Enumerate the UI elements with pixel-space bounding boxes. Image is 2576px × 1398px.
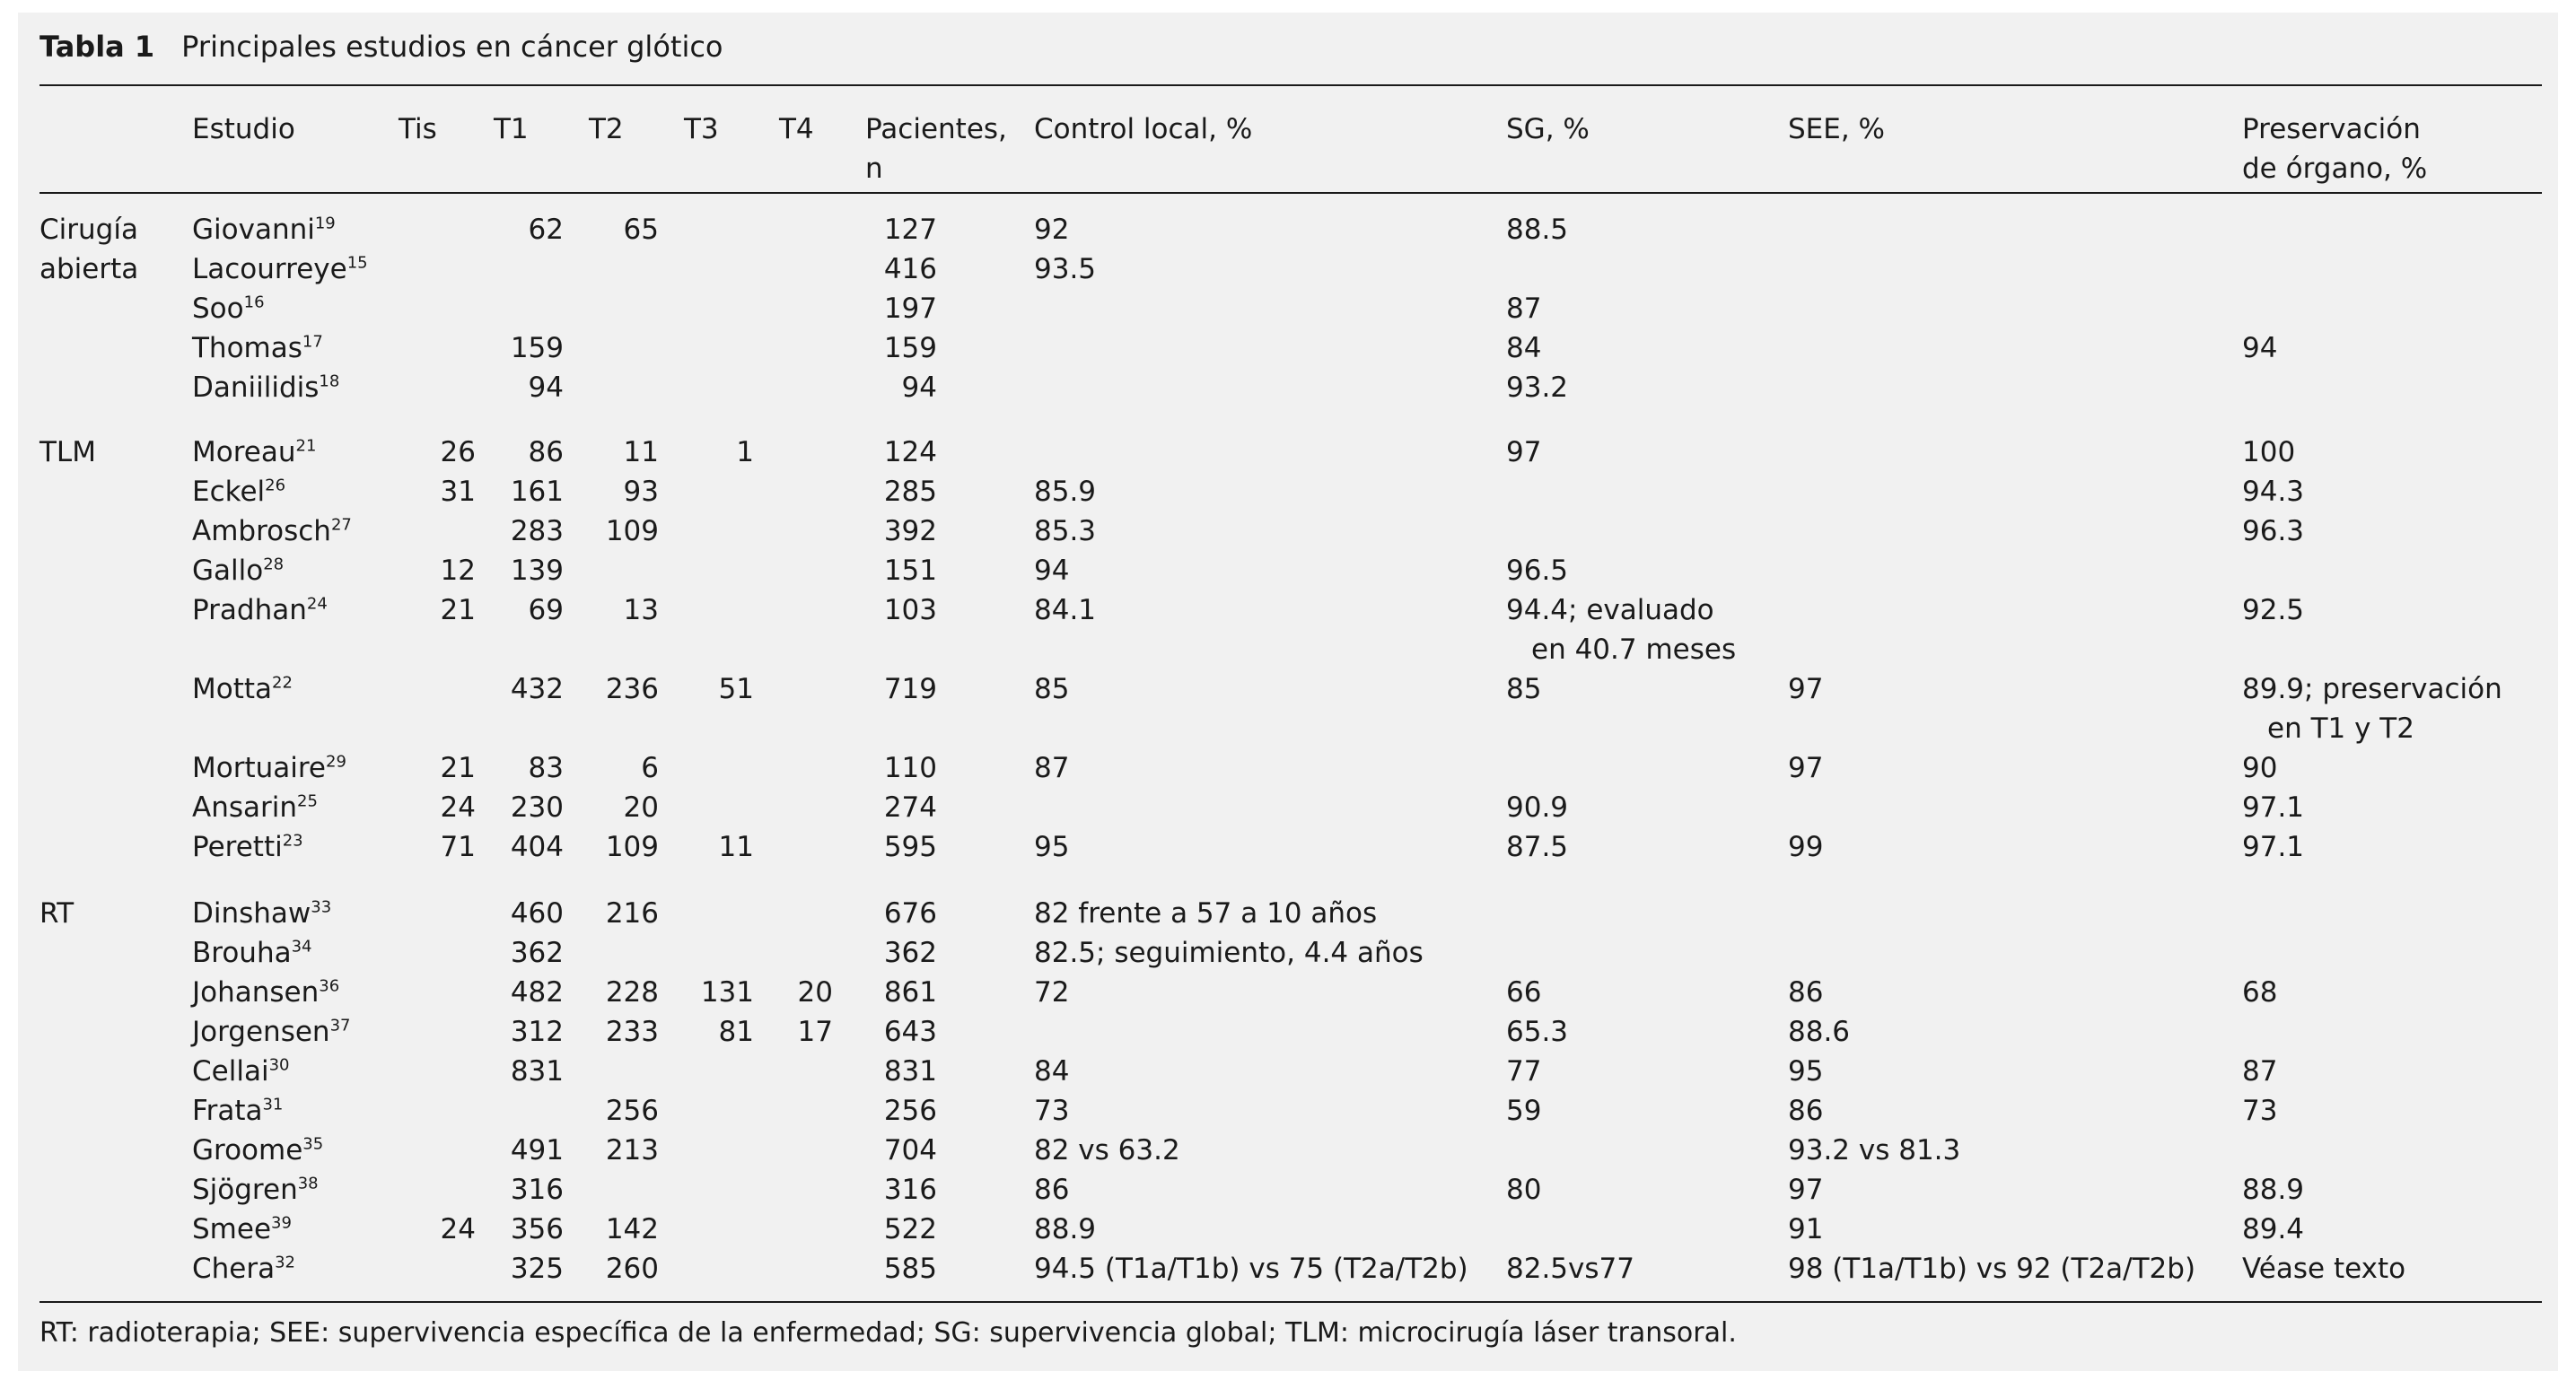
cell-t2: 65 xyxy=(623,214,659,246)
cell-cl: 88.9 xyxy=(1034,1213,1097,1245)
cell-cl: 94 xyxy=(1034,555,1070,587)
header-see: SEE, % xyxy=(1788,113,1886,145)
header-t3: T3 xyxy=(684,113,719,145)
header-preservacion: Preservación xyxy=(2242,113,2421,145)
header-tis: Tis xyxy=(399,113,437,145)
cell-estudio xyxy=(192,1170,319,1210)
cell-n: 831 xyxy=(883,1055,937,1088)
cell-t1: 161 xyxy=(510,476,564,508)
cell-po2: en T1 y T2 xyxy=(2267,712,2414,745)
cell-po: 90 xyxy=(2242,752,2278,784)
reference-number: 39 xyxy=(271,1213,292,1233)
cell-n: 127 xyxy=(883,214,937,246)
cell-estudio xyxy=(192,210,336,249)
cell-cl: 94.5 (T1a/T1b) vs 75 (T2a/T2b) xyxy=(1034,1253,1468,1285)
cell-po: Véase texto xyxy=(2242,1253,2406,1285)
cell-n: 94 xyxy=(901,371,937,404)
table-title: Principales estudios en cáncer glótico xyxy=(181,30,723,64)
cell-t1: 325 xyxy=(510,1253,564,1285)
study-name: Daniilidis xyxy=(192,371,320,404)
cell-estudio xyxy=(192,788,318,827)
study-name: Smee xyxy=(192,1213,272,1245)
cell-estudio xyxy=(192,827,303,867)
table-footnote: RT: radioterapia; SEE: supervivencia específica de la enfermedad; SG: supervivencia global; TLM: microcirugía láser transoral. xyxy=(39,1317,1737,1349)
study-name: Motta xyxy=(192,673,273,705)
study-name: Giovanni xyxy=(192,214,315,246)
cell-n: 392 xyxy=(883,515,937,547)
cell-estudio xyxy=(192,973,339,1012)
reference-number: 34 xyxy=(291,937,312,957)
cell-n: 522 xyxy=(883,1213,937,1245)
cell-po: 92.5 xyxy=(2242,594,2305,626)
cell-po: 96.3 xyxy=(2242,515,2305,547)
group-tlm: TLM xyxy=(39,436,96,468)
cell-n: 285 xyxy=(883,476,937,508)
cell-t1: 159 xyxy=(510,332,564,364)
cell-tis: 21 xyxy=(440,752,476,784)
cell-t1: 230 xyxy=(510,791,564,824)
cell-t2: 216 xyxy=(605,897,659,930)
study-name: Sjögren xyxy=(192,1174,298,1206)
reference-number: 21 xyxy=(295,436,317,456)
reference-number: 32 xyxy=(275,1253,296,1272)
cell-t1: 482 xyxy=(510,976,564,1009)
cell-sg: 66 xyxy=(1506,976,1542,1009)
table-label: Tabla 1 xyxy=(39,30,155,64)
cell-estudio xyxy=(192,1210,292,1249)
cell-tis: 24 xyxy=(440,1213,476,1245)
study-name: Frata xyxy=(192,1095,263,1127)
reference-number: 17 xyxy=(302,332,323,352)
cell-t1: 831 xyxy=(510,1055,564,1088)
cell-estudio xyxy=(192,1052,289,1091)
bottom-rule xyxy=(39,1301,2542,1303)
reference-number: 18 xyxy=(319,371,340,391)
cell-cl: 73 xyxy=(1034,1095,1070,1127)
study-name: Mortuaire xyxy=(192,752,327,784)
cell-t2: 256 xyxy=(605,1095,659,1127)
cell-t3: 51 xyxy=(718,673,754,705)
cell-t1: 83 xyxy=(528,752,564,784)
cell-cl: 85 xyxy=(1034,673,1070,705)
cell-t1: 69 xyxy=(528,594,564,626)
cell-estudio xyxy=(192,1249,295,1289)
cell-n: 159 xyxy=(883,332,937,364)
cell-n: 316 xyxy=(883,1174,937,1206)
cell-tis: 24 xyxy=(440,791,476,824)
cell-t4: 20 xyxy=(797,976,833,1009)
cell-po: 97.1 xyxy=(2242,791,2305,824)
cell-po: 97.1 xyxy=(2242,831,2305,863)
cell-estudio xyxy=(192,328,323,368)
reference-number: 19 xyxy=(314,214,336,233)
cell-t1: 86 xyxy=(528,436,564,468)
top-rule xyxy=(39,84,2542,86)
cell-sg: 87.5 xyxy=(1506,831,1569,863)
table-panel xyxy=(18,13,2558,1371)
cell-cl: 93.5 xyxy=(1034,253,1097,285)
cell-t1: 139 xyxy=(510,555,564,587)
cell-see: 97 xyxy=(1788,673,1824,705)
cell-t2: 142 xyxy=(605,1213,659,1245)
cell-cl: 87 xyxy=(1034,752,1070,784)
table-caption xyxy=(39,27,723,66)
study-name: Moreau xyxy=(192,436,296,468)
cell-t2: 93 xyxy=(623,476,659,508)
cell-t2: 233 xyxy=(605,1016,659,1048)
cell-t3: 1 xyxy=(736,436,754,468)
study-name: Thomas xyxy=(192,332,302,364)
reference-number: 16 xyxy=(243,293,265,312)
study-name: Chera xyxy=(192,1253,276,1285)
study-name: Pradhan xyxy=(192,594,307,626)
cell-see: 97 xyxy=(1788,1174,1824,1206)
cell-cl: 82 vs 63.2 xyxy=(1034,1134,1180,1166)
cell-estudio xyxy=(192,748,346,788)
cell-t2: 11 xyxy=(623,436,659,468)
header-t1: T1 xyxy=(494,113,529,145)
reference-number: 23 xyxy=(282,831,303,851)
header-pacientes-n: n xyxy=(865,153,883,185)
cell-po: 89.4 xyxy=(2242,1213,2305,1245)
cell-n: 151 xyxy=(883,555,937,587)
cell-t1: 283 xyxy=(510,515,564,547)
header-sg: SG, % xyxy=(1506,113,1590,145)
cell-estudio xyxy=(192,511,352,551)
cell-estudio xyxy=(192,472,285,511)
cell-po: 68 xyxy=(2242,976,2278,1009)
reference-number: 22 xyxy=(272,673,293,693)
reference-number: 15 xyxy=(346,253,368,273)
cell-n: 274 xyxy=(883,791,937,824)
cell-cl: 82.5; seguimiento, 4.4 años xyxy=(1034,937,1424,969)
header-t4: T4 xyxy=(779,113,814,145)
cell-t4: 17 xyxy=(797,1016,833,1048)
cell-t1: 362 xyxy=(510,937,564,969)
cell-see: 86 xyxy=(1788,976,1824,1009)
cell-po: 88.9 xyxy=(2242,1174,2305,1206)
cell-t2: 213 xyxy=(605,1134,659,1166)
study-name: Peretti xyxy=(192,831,283,863)
cell-tis: 71 xyxy=(440,831,476,863)
study-name: Gallo xyxy=(192,555,264,587)
cell-tis: 12 xyxy=(440,555,476,587)
cell-t2: 109 xyxy=(605,515,659,547)
cell-n: 197 xyxy=(883,293,937,325)
cell-estudio xyxy=(192,590,328,630)
reference-number: 35 xyxy=(302,1134,324,1154)
cell-estudio xyxy=(192,368,339,407)
cell-n: 704 xyxy=(883,1134,937,1166)
cell-t1: 316 xyxy=(510,1174,564,1206)
cell-estudio xyxy=(192,1012,350,1052)
reference-number: 27 xyxy=(330,515,352,535)
cell-t1: 356 xyxy=(510,1213,564,1245)
study-name: Ansarin xyxy=(192,791,298,824)
cell-estudio xyxy=(192,933,312,973)
reference-number: 30 xyxy=(268,1055,290,1075)
cell-sg: 96.5 xyxy=(1506,555,1569,587)
study-name: Cellai xyxy=(192,1055,269,1088)
cell-estudio xyxy=(192,433,316,472)
cell-tis: 21 xyxy=(440,594,476,626)
cell-po: 94.3 xyxy=(2242,476,2305,508)
study-name: Lacourreye xyxy=(192,253,347,285)
cell-see: 93.2 vs 81.3 xyxy=(1788,1134,1961,1166)
cell-cl: 82 frente a 57 a 10 años xyxy=(1034,897,1378,930)
cell-estudio xyxy=(192,894,331,933)
cell-t1: 491 xyxy=(510,1134,564,1166)
cell-sg2: en 40.7 meses xyxy=(1531,633,1737,666)
cell-see: 95 xyxy=(1788,1055,1824,1088)
cell-n: 595 xyxy=(883,831,937,863)
cell-po: 94 xyxy=(2242,332,2278,364)
group-cirugia: Cirugía xyxy=(39,214,138,246)
cell-tis: 31 xyxy=(440,476,476,508)
cell-see: 91 xyxy=(1788,1213,1824,1245)
cell-po: 73 xyxy=(2242,1095,2278,1127)
cell-n: 110 xyxy=(883,752,937,784)
cell-see: 99 xyxy=(1788,831,1824,863)
cell-t2: 109 xyxy=(605,831,659,863)
cell-estudio xyxy=(192,289,265,328)
cell-sg: 93.2 xyxy=(1506,371,1569,404)
group-cirugia-2: abierta xyxy=(39,253,139,285)
cell-t3: 131 xyxy=(700,976,754,1009)
cell-t1: 62 xyxy=(528,214,564,246)
cell-po: 87 xyxy=(2242,1055,2278,1088)
cell-t2: 260 xyxy=(605,1253,659,1285)
cell-t3: 11 xyxy=(718,831,754,863)
cell-n: 416 xyxy=(883,253,937,285)
cell-cl: 92 xyxy=(1034,214,1070,246)
cell-t1: 432 xyxy=(510,673,564,705)
cell-cl: 85.3 xyxy=(1034,515,1097,547)
reference-number: 25 xyxy=(297,791,318,811)
study-name: Johansen xyxy=(192,976,320,1009)
study-name: Groome xyxy=(192,1134,303,1166)
cell-n: 861 xyxy=(883,976,937,1009)
cell-sg: 82.5vs77 xyxy=(1506,1253,1634,1285)
cell-sg: 90.9 xyxy=(1506,791,1569,824)
cell-sg: 84 xyxy=(1506,332,1542,364)
cell-sg: 87 xyxy=(1506,293,1542,325)
cell-sg: 80 xyxy=(1506,1174,1542,1206)
cell-cl: 84.1 xyxy=(1034,594,1097,626)
study-name: Dinshaw xyxy=(192,897,311,930)
cell-n: 256 xyxy=(883,1095,937,1127)
cell-cl: 95 xyxy=(1034,831,1070,863)
study-name: Ambrosch xyxy=(192,515,331,547)
reference-number: 26 xyxy=(265,476,286,495)
study-name: Jorgensen xyxy=(192,1016,330,1048)
cell-sg: 65.3 xyxy=(1506,1016,1569,1048)
cell-t2: 228 xyxy=(605,976,659,1009)
header-estudio: Estudio xyxy=(192,113,295,145)
reference-number: 24 xyxy=(306,594,328,614)
cell-t1: 460 xyxy=(510,897,564,930)
header-control-local: Control local, % xyxy=(1034,113,1253,145)
reference-number: 29 xyxy=(326,752,346,772)
cell-estudio xyxy=(192,1131,323,1170)
cell-sg: 94.4; evaluado xyxy=(1506,594,1714,626)
cell-see: 98 (T1a/T1b) vs 92 (T2a/T2b) xyxy=(1788,1253,2196,1285)
cell-n: 585 xyxy=(883,1253,937,1285)
cell-n: 124 xyxy=(883,436,937,468)
reference-number: 36 xyxy=(319,976,340,996)
cell-sg: 97 xyxy=(1506,436,1542,468)
cell-t1: 404 xyxy=(510,831,564,863)
cell-cl: 84 xyxy=(1034,1055,1070,1088)
header-preservacion-2: de órgano, % xyxy=(2242,153,2428,185)
cell-sg: 77 xyxy=(1506,1055,1542,1088)
cell-n: 676 xyxy=(883,897,937,930)
header-t2: T2 xyxy=(589,113,624,145)
cell-see: 97 xyxy=(1788,752,1824,784)
cell-n: 362 xyxy=(883,937,937,969)
cell-t2: 13 xyxy=(623,594,659,626)
header-pacientes: Pacientes, xyxy=(865,113,1007,145)
reference-number: 31 xyxy=(262,1095,284,1114)
cell-n: 719 xyxy=(883,673,937,705)
study-name: Eckel xyxy=(192,476,266,508)
reference-number: 28 xyxy=(263,555,285,574)
cell-cl: 86 xyxy=(1034,1174,1070,1206)
cell-t1: 312 xyxy=(510,1016,564,1048)
cell-sg: 88.5 xyxy=(1506,214,1569,246)
study-name: Brouha xyxy=(192,937,292,969)
cell-n: 643 xyxy=(883,1016,937,1048)
cell-estudio xyxy=(192,551,284,590)
cell-t3: 81 xyxy=(718,1016,754,1048)
header-rule xyxy=(39,192,2542,194)
cell-t1: 94 xyxy=(528,371,564,404)
cell-cl: 72 xyxy=(1034,976,1070,1009)
cell-see: 88.6 xyxy=(1788,1016,1851,1048)
cell-t2: 20 xyxy=(623,791,659,824)
cell-n: 103 xyxy=(883,594,937,626)
reference-number: 37 xyxy=(329,1016,351,1035)
cell-cl: 85.9 xyxy=(1034,476,1097,508)
cell-po: 89.9; preservación xyxy=(2242,673,2502,705)
group-rt: RT xyxy=(39,897,74,930)
cell-t2: 6 xyxy=(641,752,659,784)
cell-po: 100 xyxy=(2242,436,2296,468)
cell-estudio xyxy=(192,669,293,709)
cell-sg: 59 xyxy=(1506,1095,1542,1127)
cell-estudio xyxy=(192,249,368,289)
cell-estudio xyxy=(192,1091,283,1131)
study-name: Soo xyxy=(192,293,244,325)
cell-t2: 236 xyxy=(605,673,659,705)
cell-tis: 26 xyxy=(440,436,476,468)
cell-see: 86 xyxy=(1788,1095,1824,1127)
cell-sg: 85 xyxy=(1506,673,1542,705)
reference-number: 38 xyxy=(297,1174,319,1193)
reference-number: 33 xyxy=(311,897,332,917)
